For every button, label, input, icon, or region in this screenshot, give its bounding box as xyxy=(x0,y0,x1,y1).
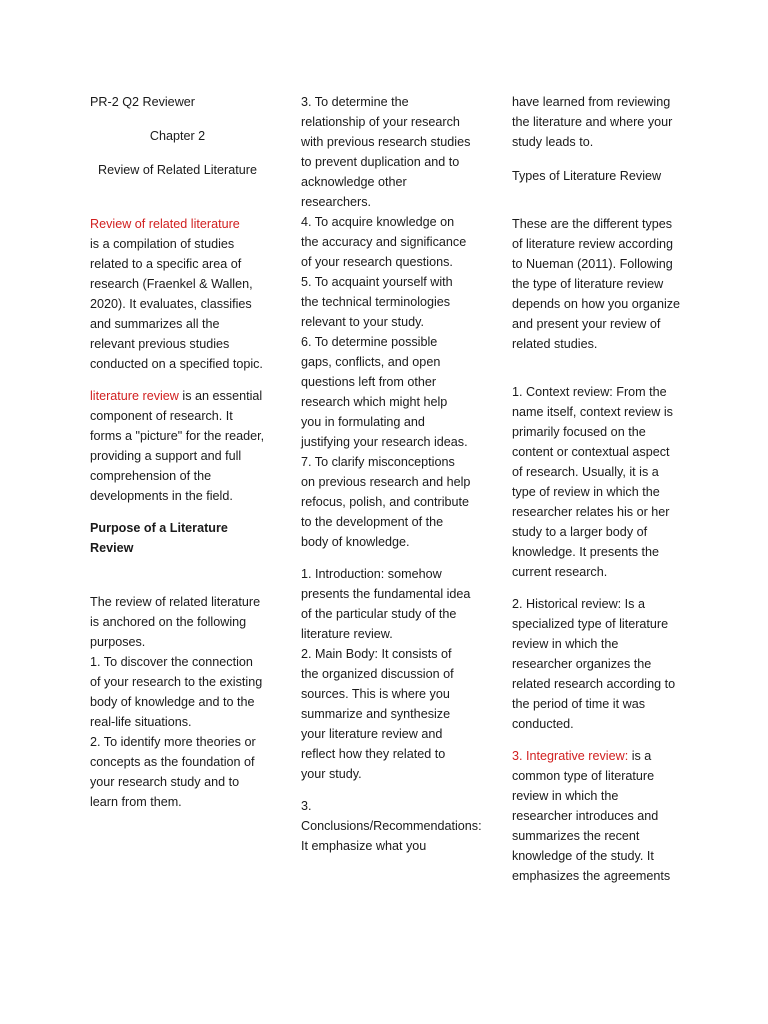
purpose-item-3: 3. To determine the relationship of your research with previous research studies to prevent duplication and to acknowledge other researchers. xyxy=(301,95,471,209)
chapter-title: Review of Related Literature xyxy=(98,163,257,177)
document-title: PR-2 Q2 Reviewer xyxy=(90,95,195,109)
purpose-item-6: 6. To determine possible gaps, conflicts, and open questions left from other research which might help you in formulating and justifying your research ideas. xyxy=(301,335,468,449)
column-2 xyxy=(301,92,482,856)
types-intro: These are the different types of literature review according to Nueman (2011). Following the type of literature review depends on how you organize and present your review of related studies. xyxy=(512,217,681,351)
chapter-label: Chapter 2 xyxy=(149,129,206,143)
purpose-intro: The review of related literature is anchored on the following purposes. xyxy=(90,595,261,649)
purpose-heading: Purpose of a Literature Review xyxy=(90,521,228,555)
purpose-item-5: 5. To acquaint yourself with the technical terminologies relevant to your study. xyxy=(301,275,453,329)
purpose-item-1: 1. To discover the connection of your research to the existing body of knowledge and to the real-life situations. xyxy=(90,655,263,729)
type-3-term: 3. Integrative review: xyxy=(512,749,629,763)
purpose-item-7: 7. To clarify misconceptions on previous research and help refocus, polish, and contribute to the development of the body of knowledge. xyxy=(301,455,471,549)
column-1 xyxy=(90,92,265,812)
rrl-term: Review of related literature xyxy=(90,217,240,231)
continuation-text: have learned from reviewing the literature and where your study leads to. xyxy=(512,95,673,149)
lr-definition: is an essential component of research. It forms a "picture" for the reader, providing a support and full comprehension of the developments in the field. xyxy=(90,389,265,503)
part-item-3: 3. Conclusions/Recommendations: It emphasize what you xyxy=(301,799,482,853)
lr-paragraph xyxy=(90,386,265,506)
purpose-item-4: 4. To acquire knowledge on the accuracy and significance of your research questions. xyxy=(301,215,467,269)
column-3 xyxy=(512,92,682,886)
type-item-3 xyxy=(512,746,682,886)
part-item-1: 1. Introduction: somehow presents the fundamental idea of the particular study of the literature review. xyxy=(301,567,471,641)
rrl-definition: is a compilation of studies related to a specific area of research (Fraenkel & Wallen, 2020). It evaluates, classifies and summarizes all the relevant previous studies conducted on a specified topic. xyxy=(90,237,263,371)
type-item-2: 2. Historical review: Is a specialized type of literature review in which the researcher organizes the related research according to the period of time it was conducted. xyxy=(512,597,676,731)
lr-term: literature review xyxy=(90,389,179,403)
type-3-definition: is a common type of literature review in which the researcher introduces and summarizes the recent knowledge of the study. It emphasizes the agreements xyxy=(512,749,671,883)
rrl-paragraph xyxy=(90,214,265,374)
purpose-item-2: 2. To identify more theories or concepts as the foundation of your research study and to learn from them. xyxy=(90,735,256,809)
type-item-1: 1. Context review: From the name itself, context review is primarily focused on the content or contextual aspect of research. Usually, it is a type of review in which the researcher relates his or her study to a larger body of knowledge. It presents the current research. xyxy=(512,385,673,579)
part-item-2: 2. Main Body: It consists of the organized discussion of sources. This is where you summarize and synthesize your literature review and reflect how they related to your study. xyxy=(301,647,454,781)
types-heading: Types of Literature Review xyxy=(512,169,662,183)
